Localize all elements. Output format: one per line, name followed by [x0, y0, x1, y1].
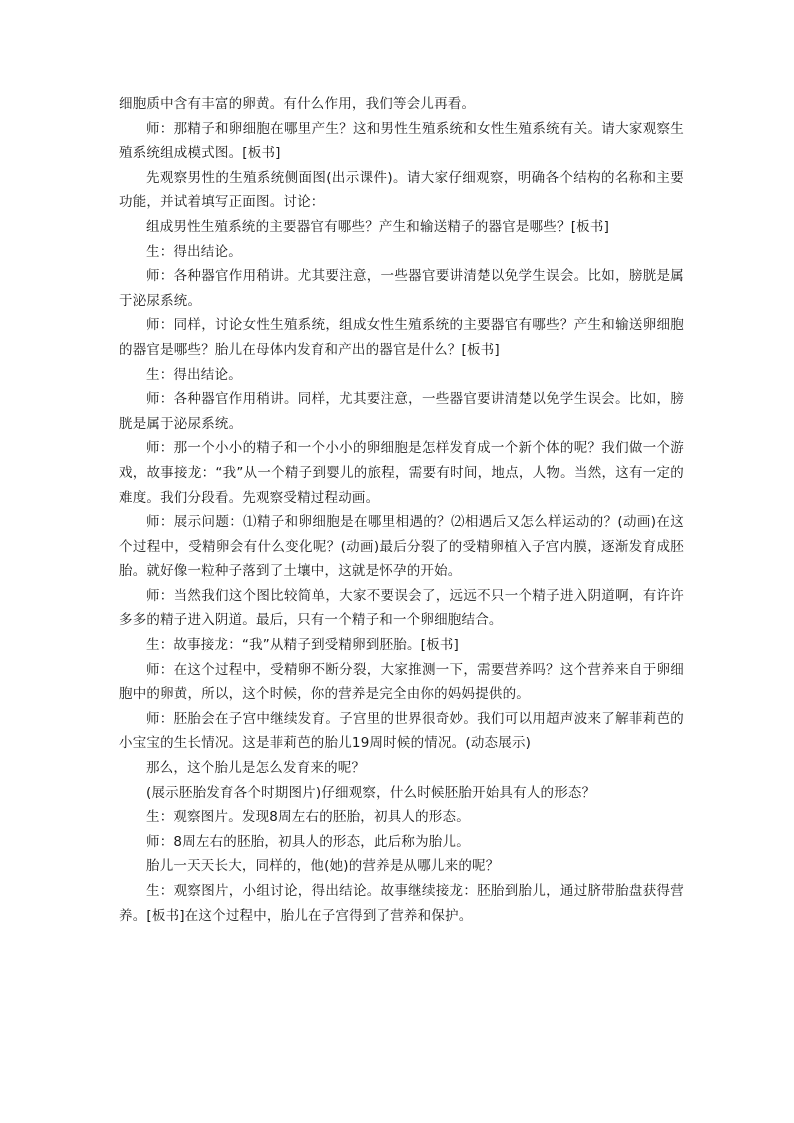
paragraph: 先观察男性的生殖系统侧面图(出示课件)。请大家仔细观察，明确各个结构的名称和主要功能，并试着填写正面图。讨论：: [119, 169, 684, 211]
paragraph: 那么，这个胎儿是怎么发育来的呢？: [146, 760, 366, 777]
paragraph: 生：观察图片。发现8周左右的胚胎，初具人的形态。: [146, 809, 470, 826]
paragraph: 师：那精子和卵细胞在哪里产生？这和男性生殖系统和女性生殖系统有关。请大家观察生殖系统组成模式图。[板书]: [119, 120, 684, 162]
paragraph: 生：得出结论。: [146, 366, 242, 383]
paragraph: 生：观察图片，小组讨论，得出结论。故事继续接龙：胚胎到胎儿，通过脐带胎盘获得营养。[板书]在这个过程中，胎儿在子宫得到了营养和保护。: [119, 883, 684, 924]
paragraph: 师：同样，讨论女性生殖系统，组成女性生殖系统的主要器官有哪些？产生和输送卵细胞的器官是哪些？胎儿在母体内发育和产出的器官是什么？[板书]: [119, 317, 684, 358]
paragraph: 师：8周左右的胚胎，初具人的形态，此后称为胎儿。: [146, 833, 470, 850]
paragraph-continuation: 细胞质中含有丰富的卵黄。有什么作用，我们等会儿再看。: [119, 96, 476, 112]
paragraph: 师：各种器官作用稍讲。尤其要注意，一些器官要讲清楚以免学生误会。比如，膀胱是属于泌尿系统。: [119, 268, 684, 309]
paragraph: 生：故事接龙：“我”从精子到受精卵到胚胎。[板书]: [146, 637, 460, 654]
paragraph: (展示胚胎发育各个时期图片)仔细观察，什么时候胚胎开始具有人的形态？: [146, 784, 596, 801]
paragraph: 师：当然我们这个图比较简单，大家不要误会了，远远不只一个精子进入阴道啊，有许许多多的精子进入阴道。最后，只有一个精子和一个卵细胞结合。: [119, 587, 684, 629]
paragraph: 胎儿一天天长大，同样的，他(她)的营养是从哪儿来的呢？: [146, 858, 500, 875]
document-page: [119, 92, 684, 928]
paragraph: 师：胚胎会在子宫中继续发育。子宫里的世界很奇妙。我们可以用超声波来了解菲莉芭的小宝宝的生长情况。这是菲莉芭的胎儿19周时候的情况。(动态展示): [119, 710, 684, 752]
paragraph: 生：得出结论。: [146, 243, 242, 260]
paragraph: 师：各种器官作用稍讲。同样，尤其要注意，一些器官要讲清楚以免学生误会。比如，膀胱是属于泌尿系统。: [119, 391, 684, 432]
paragraph: 师：那一个小小的精子和一个小小的卵细胞是怎样发育成一个新个体的呢？我们做一个游戏，故事接龙：“我”从一个精子到婴儿的旅程，需要有时间，地点，人物。当然，这有一定的难度。我们分段看。先观察受精过程动画。: [119, 440, 684, 506]
paragraph: 组成男性生殖系统的主要器官有哪些？产生和输送精子的器官是哪些？[板书]: [146, 218, 610, 235]
paragraph: 师：在这个过程中，受精卵不断分裂，大家推测一下，需要营养吗？这个营养来自于卵细胞中的卵黄，所以，这个时候，你的营养是完全由你的妈妈提供的。: [119, 661, 684, 703]
paragraph: 师：展示问题：⑴精子和卵细胞是在哪里相遇的？⑵相遇后又怎么样运动的？(动画)在这个过程中，受精卵会有什么变化呢？(动画)最后分裂了的受精卵植入子宫内膜，逐渐发育成胚胎。就好像一粒种子落到了土壤中，这就是怀孕的开始。: [119, 514, 684, 580]
